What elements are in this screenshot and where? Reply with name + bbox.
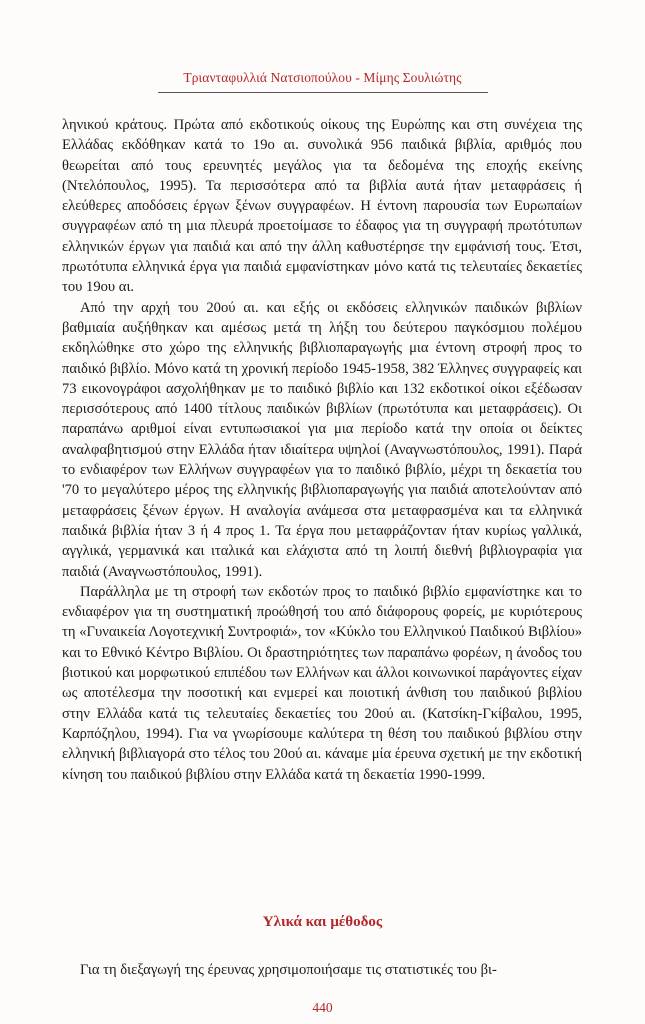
header-rule [158, 92, 488, 93]
section-heading: Υλικά και μέθοδος [262, 914, 383, 930]
paragraph-2: Από την αρχή του 20ού αι. και εξής οι εκδόσεις ελληνικών παιδικών βιβλίων βαθμιαία αυξήθηκαν και αμέσως μετά τη λήξη του δεύτερου παγκόσμιου πολέμου εκδηλώθηκε στο χώρο της ελληνικής βιβλιοπαραγωγής μια έντονη στροφή προς το παιδικό βιβλίο. Μόνο κατά τη χρονική περίοδο 1945-1958, 382 Έλληνες συγγραφείς και 73 εικονογράφοι ασχολήθηκαν με το παιδικό βιβλίο και 132 εκδοτικοί οίκοι εξέδωσαν περισσότερους από 1400 τίτλους παιδικών βιβλίων (πρωτότυπα και μεταφράσεις). Οι παραπάνω αριθμοί είναι εντυπωσιακοί για μια περίοδο κατά την οποία οι δείκτες αναλφαβητισμού στην Ελλάδα ήταν ιδιαίτερα υψηλοί (Αναγνωστόπουλος, 1991). Παρά το ενδιαφέρον των Ελλήνων συγγραφέων για το παιδικό βιβλίο, μέχρι τη δεκαετία του '70 το μεγαλύτερο μέρος της ελληνικής βιβλιοπαραγωγής για παιδιά αποτελούνταν από μεταφράσεις ξένων έργων. Η αναλογία ανάμεσα στα μεταφρασμένα και τα ελληνικά παιδικά βιβλία ήταν 3 ή 4 προς 1. Τα έργα που μεταφράζονταν ήταν κυρίως γαλλικά, αγγλικά, γερμανικά και ιταλικά και ελάχιστα από τη λοιπή διεθνή βιβλιογραφία για παιδιά (Αναγνωστόπουλος, 1991). [62, 299, 582, 580]
paragraph-1: ληνικού κράτους. Πρώτα από εκδοτικούς οίκους της Ευρώπης και στη συνέχεια της Ελλάδας εκδόθηκαν κατά το 19ο αι. συνολικά 956 παιδικά βιβλία, αριθμός που θεωρείται από τους ερευνητές μεγάλος για τα δεδομένα της εποχής εκείνης (Ντελόπουλος, 1995). Τα περισσότερα από τα βιβλία αυτά ήταν μεταφράσεις ή ελεύθερες αποδόσεις έργων ξένων συγγραφέων. Η έντονη παρουσία των Ευρωπαίων συγγραφέων από τη μια πλευρά προετοίμασε το έδαφος για τη συγγραφή πρωτότυπων ελληνικών έργων για παιδιά και από την άλλη καθυστέρησε την εμφάνισή τους. Έτσι, πρωτότυπα ελληνικά έργα για παιδιά εμφανίστηκαν μόνο κατά τις τελευταίες δεκαετίες του 19ου αι. [62, 117, 582, 296]
body-text [62, 115, 582, 785]
page-number: 440 [312, 1000, 333, 1015]
section-first-line: Για τη διεξαγωγή της έρευνας χρησιμοποιήσαμε τις στατιστικές του βι- [80, 962, 497, 978]
paragraph-3: Παράλληλα με τη στροφή των εκδοτών προς το παιδικό βιβλίο εμφανίστηκε και το ενδιαφέρον για τη συστηματική προώθησή του από διάφορους φορείς, με κυριότερους τη «Γυναικεία Λογοτεχνική Συντροφιά», τον «Κύκλο του Ελληνικού Παιδικού Βιβλίου» και το Εθνικό Κέντρο Βιβλίου. Οι δραστηριότητες των παραπάνω φορέων, η άνοδος του βιοτικού και μορφωτικού επιπέδου των Ελλήνων και άλλοι κοινωνικοί παράγοντες είχαν ως αποτέλεσμα την ποσοτική και ενμερεί και ποιοτική άνθιση του παιδικού βιβλίου στην Ελλάδα κατά τις τελευταίες δεκαετίες του 20ού αι. (Κατσίκη-Γκίβαλου, 1995, Καρπόζηλου, 1994). Για να γνωρίσουμε καλύτερα τη θέση του παιδικού βιβλίου στην ελληνική βιβλιαγορά στο τέλος του 20ού αι. κάναμε μία έρευνα σχετική με την εκδοτική κίνηση του παιδικού βιβλίου στην Ελλάδα κατά τη δεκαετία 1990-1999. [62, 583, 582, 783]
running-head: Τριανταφυλλιά Νατσιοπούλου - Μίμης Σουλιώτης [183, 70, 462, 85]
